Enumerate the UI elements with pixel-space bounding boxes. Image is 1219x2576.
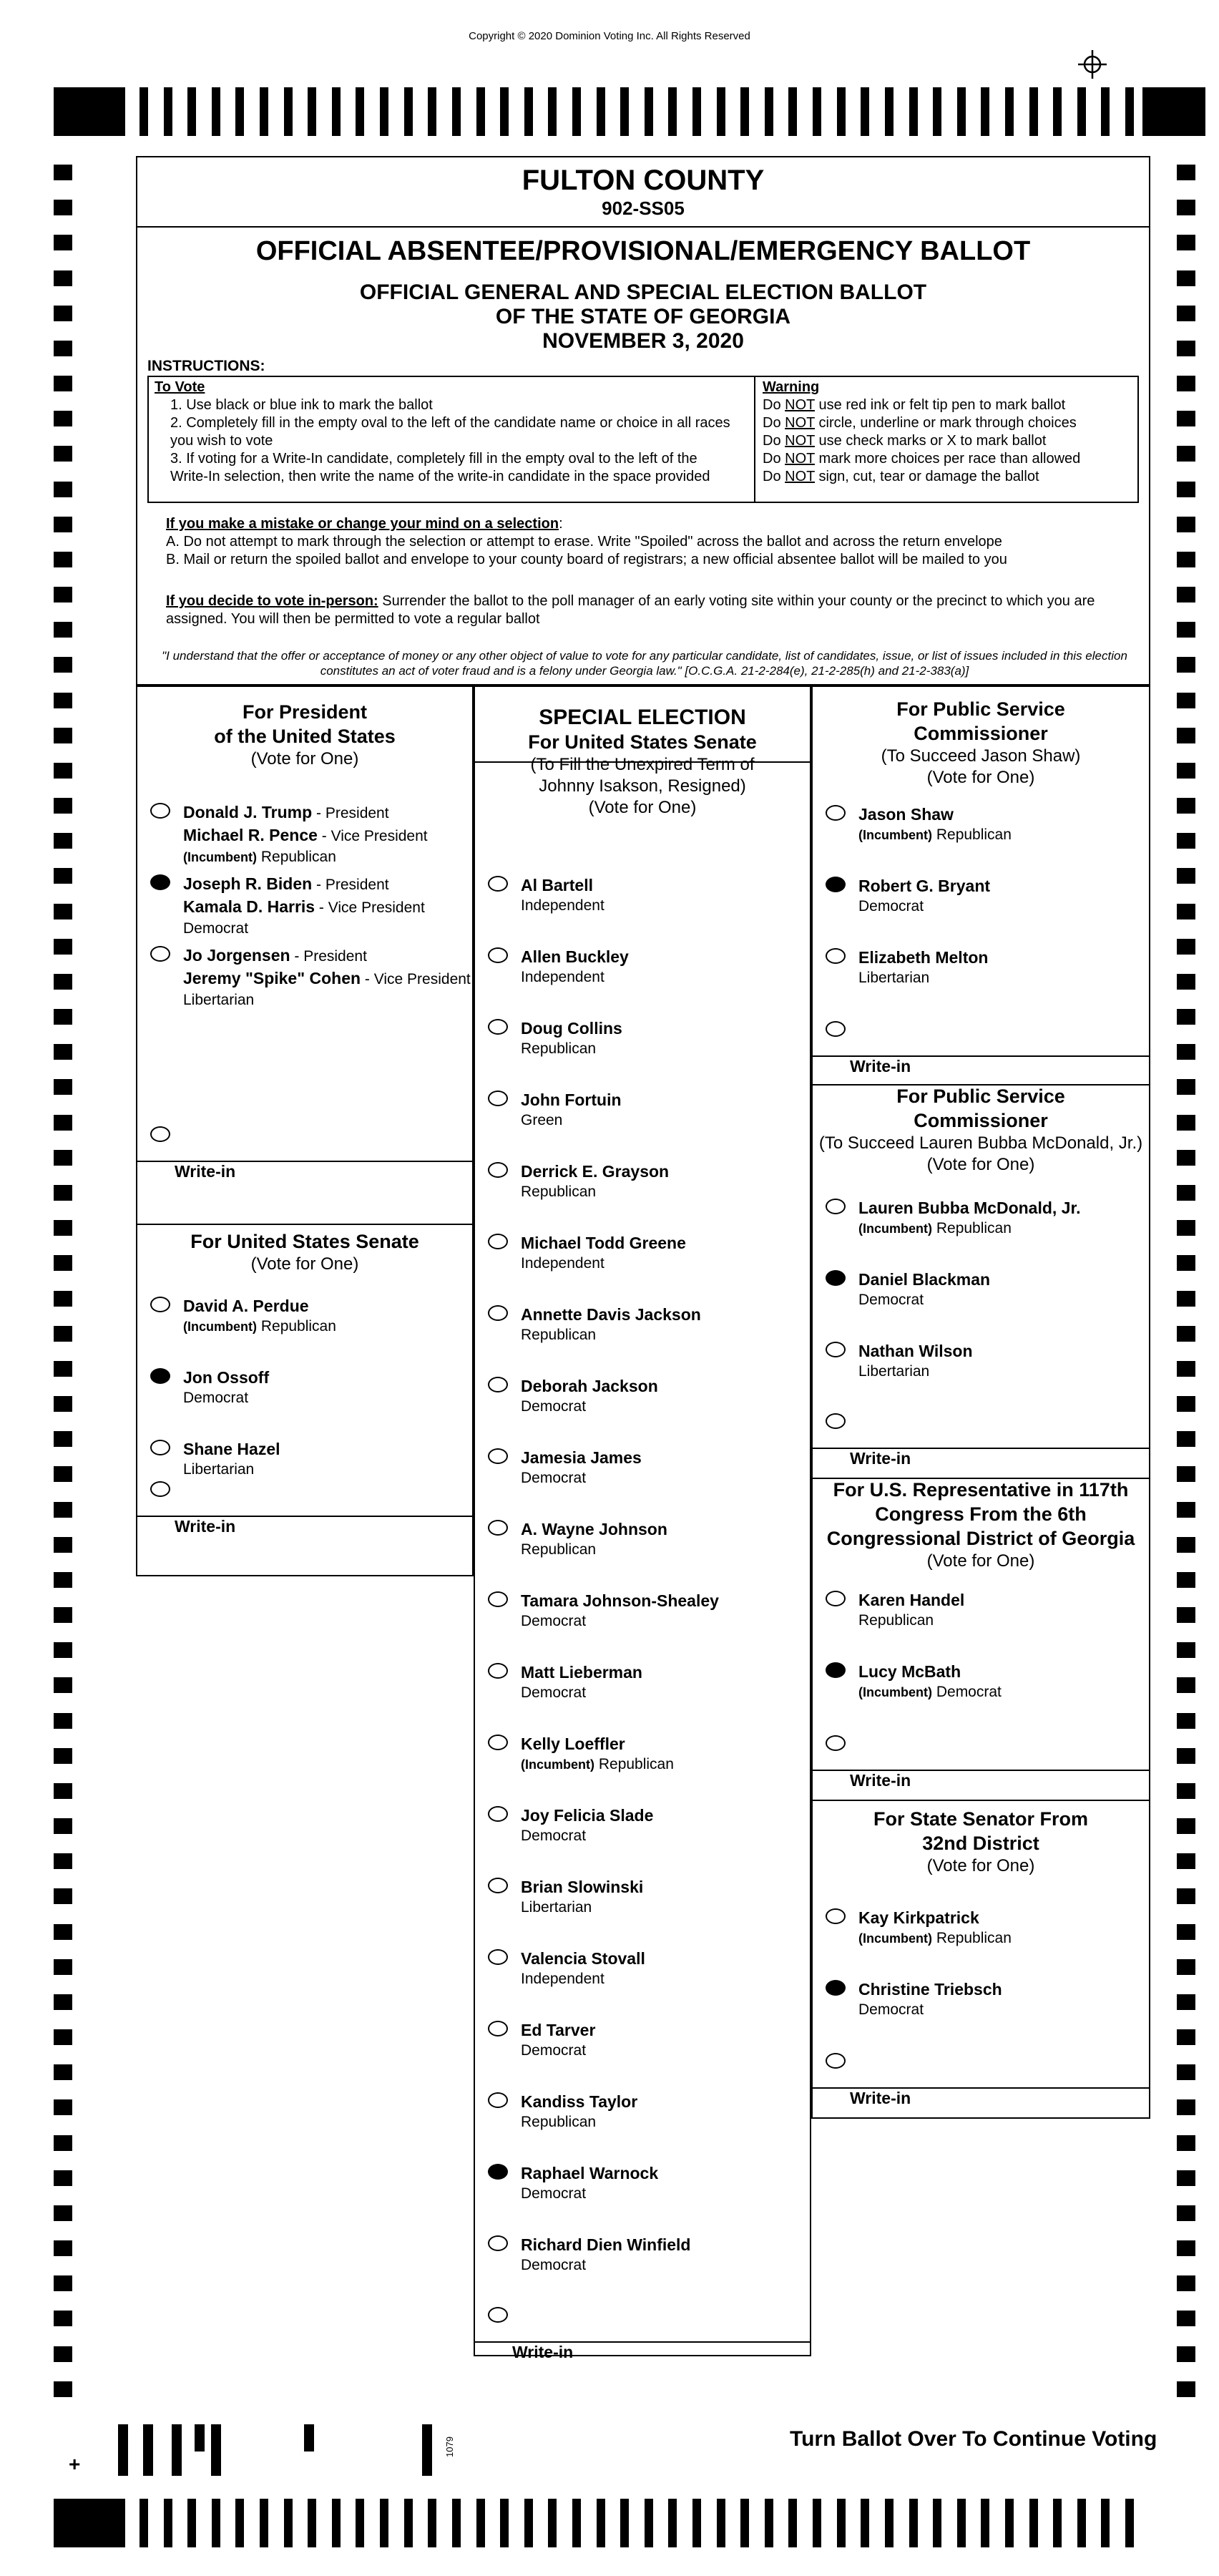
vote-for-label: (Vote for One) bbox=[250, 749, 359, 769]
candidate-info bbox=[521, 1161, 821, 1202]
candidate-name: Kelly Loeffler bbox=[521, 1735, 625, 1753]
candidate-name: Donald J. Trump bbox=[183, 803, 313, 821]
vote-oval[interactable] bbox=[488, 2092, 508, 2108]
election-title: OFFICIAL GENERAL AND SPECIAL ELECTION BALLOT OF THE STATE OF GEORGIA NOVEMBER 3, 2020 bbox=[137, 280, 1149, 353]
race-title: Commissioner bbox=[914, 1110, 1048, 1131]
candidate-party: Democrat bbox=[521, 2185, 587, 2202]
write-in-option[interactable] bbox=[488, 2306, 803, 2327]
candidate-name: Christine Triebsch bbox=[858, 1980, 1002, 1999]
candidate-party: Democrat bbox=[521, 1398, 587, 1415]
write-in-oval[interactable] bbox=[826, 1413, 846, 1429]
write-in-option[interactable] bbox=[150, 1125, 465, 1146]
race-header bbox=[137, 1229, 472, 1275]
candidate-info bbox=[521, 2234, 821, 2275]
vote-oval[interactable] bbox=[488, 1448, 508, 1464]
candidate-party: Democrat bbox=[521, 2257, 587, 2273]
write-in-label: Write-in bbox=[850, 1449, 911, 1468]
vote-oval[interactable] bbox=[488, 1591, 508, 1607]
candidate-name: Lucy McBath bbox=[858, 1662, 961, 1681]
candidate-name: Karen Handel bbox=[858, 1591, 965, 1609]
race-title: For United States Senate bbox=[528, 731, 757, 753]
vote-oval[interactable] bbox=[488, 1949, 508, 1965]
vote-oval[interactable] bbox=[488, 1663, 508, 1679]
candidate-party: Democrat bbox=[858, 1292, 924, 1308]
race-subtitle: (To Succeed Lauren Bubba McDonald, Jr.) bbox=[818, 1133, 1143, 1153]
race-title: For State Senator From bbox=[873, 1808, 1089, 1830]
vote-oval[interactable] bbox=[826, 1342, 846, 1357]
candidate-party: (Incumbent) Republican bbox=[858, 1930, 1012, 1946]
vote-for-label: (Vote for One) bbox=[926, 1155, 1035, 1174]
candidate-party: (Incumbent) Republican bbox=[183, 1318, 336, 1335]
write-in-label: Write-in bbox=[512, 2343, 574, 2361]
candidate-info bbox=[521, 2162, 821, 2204]
vote-oval[interactable] bbox=[488, 1735, 508, 1750]
race-header bbox=[813, 1478, 1149, 1572]
race-psc-mcdonald bbox=[813, 1084, 1149, 1478]
candidate-info bbox=[521, 1447, 821, 1488]
candidate-party: (Incumbent) Republican bbox=[858, 826, 1012, 843]
special-election-banner: SPECIAL ELECTION bbox=[539, 706, 746, 729]
write-in-label: Write-in bbox=[175, 1517, 236, 1536]
candidate-party: Democrat bbox=[858, 898, 924, 914]
candidate-info bbox=[183, 1438, 484, 1480]
candidate-name: Tamara Johnson-Shealey bbox=[521, 1591, 719, 1610]
write-in-label: Write-in bbox=[850, 2089, 911, 2107]
vote-oval[interactable] bbox=[488, 1162, 508, 1178]
candidate-party: (Incumbent) Republican bbox=[858, 1220, 1012, 1236]
candidate-name: Derrick E. Grayson bbox=[521, 1162, 670, 1181]
race-psc-shaw bbox=[813, 687, 1149, 1084]
candidate-party: Democrat bbox=[183, 920, 249, 937]
candidate-name: Jon Ossoff bbox=[183, 1368, 270, 1387]
ballot-serial: 1079 bbox=[444, 2436, 455, 2457]
banner-separator bbox=[475, 761, 810, 763]
warning-item: Do NOT circle, underline or mark through choices bbox=[763, 415, 1077, 431]
candidate-name: Jason Shaw bbox=[858, 805, 954, 824]
warning-instructions: Warning Do NOT use red ink or felt tip pen to mark ballot Do NOT circle, underline or mark through choices Do NOT use check marks or X to mark ballot Do NOT mark more choices per race than allowed Do NOT sign, cut, tear or damage the ballot bbox=[763, 379, 1135, 486]
vote-oval[interactable] bbox=[150, 1440, 170, 1455]
write-in-option[interactable] bbox=[826, 1020, 1140, 1041]
vote-oval[interactable] bbox=[488, 2021, 508, 2036]
vote-oval[interactable] bbox=[488, 1305, 508, 1321]
candidate-info bbox=[858, 875, 1159, 917]
candidate-party: (Incumbent) Republican bbox=[521, 1756, 674, 1772]
vote-for-label: (Vote for One) bbox=[250, 1254, 359, 1274]
candidate-name: Michael Todd Greene bbox=[521, 1234, 686, 1252]
candidate-info: Donald J. Trump - President Michael R. Pence - Vice President (Incumbent) Republican bbox=[183, 801, 484, 867]
vote-for-label: (Vote for One) bbox=[926, 1856, 1035, 1875]
candidate-name: Doug Collins bbox=[521, 1019, 622, 1038]
write-in-label: Write-in bbox=[850, 1771, 911, 1790]
vote-oval[interactable] bbox=[826, 877, 846, 892]
candidate-name: Lauren Bubba McDonald, Jr. bbox=[858, 1199, 1081, 1217]
race-us-senate bbox=[137, 1224, 472, 1576]
to-vote-instructions: To Vote 1. Use black or blue ink to mark the ballot 2. Completely fill in the empty oval to the left of the candidate name or choice in all races you wish to vote 3. If voting for a Write-In candidate, completely fill in the empty oval to the left of the Write-In selection, then write the name of the write-in candidate in the space provided bbox=[155, 379, 730, 484]
vote-oval[interactable] bbox=[488, 876, 508, 892]
candidate-info bbox=[521, 1518, 821, 1560]
warning-item: Do NOT mark more choices per race than allowed bbox=[763, 451, 1081, 467]
candidate-party: Libertarian bbox=[521, 1899, 592, 1916]
candidate-party: Democrat bbox=[183, 1390, 249, 1406]
candidate-party: Democrat bbox=[521, 1684, 587, 1701]
candidate-name: Ed Tarver bbox=[521, 2021, 596, 2039]
vote-oval[interactable] bbox=[488, 1091, 508, 1106]
plus-mark: + bbox=[69, 2453, 81, 2475]
vote-oval[interactable] bbox=[488, 947, 508, 963]
candidate-name: A. Wayne Johnson bbox=[521, 1520, 667, 1538]
candidate-party: Independent bbox=[521, 1255, 604, 1272]
candidate-info bbox=[521, 1662, 821, 1703]
candidate-info bbox=[183, 1367, 484, 1408]
vote-oval[interactable] bbox=[150, 874, 170, 890]
column-left bbox=[136, 686, 474, 1576]
candidate-party: Green bbox=[521, 1112, 563, 1128]
vote-oval[interactable] bbox=[826, 805, 846, 821]
candidate-info bbox=[858, 1589, 1159, 1631]
vote-oval[interactable] bbox=[826, 1980, 846, 1996]
timing-marks-left bbox=[54, 165, 72, 2397]
warning-item: Do NOT use red ink or felt tip pen to mark ballot bbox=[763, 397, 1066, 413]
timing-marks-top bbox=[54, 87, 1205, 136]
race-header bbox=[813, 1807, 1149, 1877]
candidate-info bbox=[858, 1661, 1159, 1702]
warning-item: Do NOT use check marks or X to mark ballot bbox=[763, 433, 1047, 449]
race-title: Commissioner bbox=[914, 723, 1048, 744]
candidate-name: Joseph R. Biden bbox=[183, 874, 313, 893]
ballot-header bbox=[136, 156, 1150, 686]
candidate-info bbox=[858, 1269, 1159, 1310]
timing-marks-right bbox=[1177, 165, 1195, 2397]
vote-oval[interactable] bbox=[826, 1662, 846, 1678]
candidate-party: Republican bbox=[521, 1040, 597, 1057]
race-title: Congress From the 6th bbox=[875, 1503, 1087, 1525]
race-header bbox=[137, 700, 472, 770]
vote-oval[interactable] bbox=[488, 1019, 508, 1035]
candidate-party: Democrat bbox=[521, 1470, 587, 1486]
candidate-info bbox=[521, 874, 821, 916]
instructions-box bbox=[147, 376, 1139, 503]
write-in-oval[interactable] bbox=[150, 1481, 170, 1497]
candidate-party: Libertarian bbox=[858, 1363, 930, 1380]
county-name: FULTON COUNTY bbox=[522, 165, 765, 196]
candidate-name: Joy Felicia Slade bbox=[521, 1806, 654, 1825]
vote-oval[interactable] bbox=[488, 2235, 508, 2251]
write-in-option[interactable] bbox=[826, 2051, 1140, 2073]
race-header bbox=[813, 1084, 1149, 1176]
vote-for-label: (Vote for One) bbox=[926, 768, 1035, 787]
candidate-info bbox=[521, 1304, 821, 1345]
mistake-instructions: If you make a mistake or change your mind on a selection: A. Do not attempt to mark through the selection or attempt to erase. Write "Spoiled" across the ballot and across the return envelope B. Mail or return the spoiled ballot and envelope to your county board of registrars; a new official absentee ballot will be mailed to you bbox=[166, 516, 1007, 567]
candidate-info bbox=[858, 947, 1159, 988]
race-title: 32nd District bbox=[922, 1833, 1039, 1854]
write-in-oval[interactable] bbox=[826, 1021, 846, 1037]
candidate-party: Democrat bbox=[521, 2042, 587, 2059]
candidate-info bbox=[521, 1232, 821, 1274]
turn-over-note: Turn Ballot Over To Continue Voting bbox=[790, 2427, 1157, 2451]
candidate-info bbox=[183, 1295, 484, 1337]
vote-oval[interactable] bbox=[826, 1591, 846, 1606]
write-in-oval[interactable] bbox=[826, 2053, 846, 2069]
candidate-party: Democrat bbox=[521, 1828, 587, 1844]
candidate-party: Republican bbox=[521, 1184, 597, 1200]
vote-oval[interactable] bbox=[488, 1520, 508, 1536]
race-title: For President bbox=[242, 701, 368, 723]
candidate-info bbox=[521, 946, 821, 987]
candidate-name: Nathan Wilson bbox=[858, 1342, 973, 1360]
candidate-name: Deborah Jackson bbox=[521, 1377, 658, 1395]
candidate-info bbox=[858, 804, 1159, 845]
candidate-name: Al Bartell bbox=[521, 876, 593, 894]
vote-oval[interactable] bbox=[488, 1234, 508, 1249]
race-title: For Public Service bbox=[896, 1085, 1065, 1107]
candidate-party: Republican bbox=[521, 2114, 597, 2130]
candidate-name: Daniel Blackman bbox=[858, 1270, 991, 1289]
candidate-party: Democrat bbox=[521, 1613, 587, 1629]
candidate-name: David A. Perdue bbox=[183, 1297, 309, 1315]
running-mate-name: Jeremy "Spike" Cohen bbox=[183, 969, 361, 987]
candidate-info bbox=[521, 1948, 821, 1989]
vote-oval[interactable] bbox=[150, 946, 170, 962]
candidate-info bbox=[521, 1375, 821, 1417]
candidate-name: Annette Davis Jackson bbox=[521, 1305, 701, 1324]
column-right bbox=[811, 686, 1150, 2119]
election-date: NOVEMBER 3, 2020 bbox=[542, 329, 744, 353]
vote-for-label: (Vote for One) bbox=[926, 1551, 1035, 1571]
candidate-info bbox=[521, 1733, 821, 1775]
write-in-option[interactable] bbox=[150, 1480, 465, 1501]
race-header bbox=[813, 697, 1149, 789]
race-subtitle: (To Succeed Jason Shaw) bbox=[881, 746, 1081, 766]
race-title: of the United States bbox=[214, 726, 396, 747]
timing-marks-bottom bbox=[54, 2499, 1205, 2547]
race-title: Congressional District of Georgia bbox=[826, 1528, 1135, 1549]
fraud-statement: "I understand that the offer or acceptance of money or any other object of value to vote for any particular candidate, list of candidates, issue, or list of issues included in this election constitutes an act of voter fraud and is a felony under Georgia law." [O.C.G.A. 21-2-284(e), 21-2-285(h) and 21-2-383(a)] bbox=[162, 649, 1127, 678]
candidate-info bbox=[521, 1805, 821, 1846]
candidate-name: John Fortuin bbox=[521, 1091, 622, 1109]
column-middle bbox=[474, 686, 811, 2361]
write-in-oval[interactable] bbox=[826, 1735, 846, 1751]
write-in-label: Write-in bbox=[175, 1162, 236, 1181]
candidate-name: Jamesia James bbox=[521, 1448, 642, 1467]
candidate-name: Valencia Stovall bbox=[521, 1949, 645, 1968]
candidate-party: Libertarian bbox=[183, 992, 255, 1008]
candidate-name: Allen Buckley bbox=[521, 947, 629, 966]
race-title: For U.S. Representative in 117th bbox=[833, 1479, 1129, 1501]
write-in-label: Write-in bbox=[850, 1057, 911, 1075]
write-in-oval[interactable] bbox=[150, 1126, 170, 1142]
candidate-info bbox=[858, 1979, 1159, 2020]
candidate-party: (Incumbent) Republican bbox=[183, 849, 336, 865]
vote-oval[interactable] bbox=[150, 803, 170, 819]
ballot-type-title: OFFICIAL ABSENTEE/PROVISIONAL/EMERGENCY BALLOT bbox=[255, 236, 1031, 266]
vote-oval[interactable] bbox=[826, 1199, 846, 1214]
candidate-info bbox=[521, 1590, 821, 1631]
write-in-oval[interactable] bbox=[488, 2307, 508, 2323]
warning-item: Do NOT sign, cut, tear or damage the ballot bbox=[763, 469, 1039, 484]
candidate-party: Libertarian bbox=[858, 970, 930, 986]
race-special-senate bbox=[475, 687, 810, 2361]
candidate-info bbox=[521, 1089, 821, 1131]
vote-oval[interactable] bbox=[488, 1878, 508, 1893]
candidate-name: Kandiss Taylor bbox=[521, 2092, 638, 2111]
write-in-option[interactable] bbox=[826, 1412, 1140, 1433]
candidate-name: Richard Dien Winfield bbox=[521, 2235, 691, 2254]
candidate-name: Elizabeth Melton bbox=[858, 948, 989, 967]
vote-for-label: (Vote for One) bbox=[588, 798, 697, 817]
candidate-info bbox=[521, 2091, 821, 2132]
race-title: For United States Senate bbox=[190, 1231, 419, 1252]
running-mate-name: Michael R. Pence bbox=[183, 826, 318, 844]
candidate-party: Independent bbox=[521, 969, 604, 985]
in-person-instructions: If you decide to vote in-person: Surrender the ballot to the poll manager of an early voting site within your county or the precinct to which you are assigned. You will then be permitted to vote a regular ballot bbox=[166, 593, 1095, 627]
candidate-info bbox=[858, 1907, 1159, 1948]
vote-oval[interactable] bbox=[826, 1270, 846, 1286]
candidate-name: Matt Lieberman bbox=[521, 1663, 642, 1682]
candidate-name: Raphael Warnock bbox=[521, 2164, 659, 2182]
candidate-party: Republican bbox=[521, 1327, 597, 1343]
vote-oval[interactable] bbox=[150, 1297, 170, 1312]
vote-oval[interactable] bbox=[826, 1908, 846, 1924]
candidate-party: Independent bbox=[521, 897, 604, 914]
candidate-party: (Incumbent) Democrat bbox=[858, 1684, 1002, 1700]
race-subtitle: (To Fill the Unexpired Term of bbox=[530, 755, 755, 774]
candidate-party: Libertarian bbox=[183, 1461, 255, 1478]
candidate-party: Democrat bbox=[858, 2001, 924, 2018]
candidate-info: Joseph R. Biden - President Kamala D. Harris - Vice President Democrat bbox=[183, 873, 484, 939]
candidate-info: Jo Jorgensen - President Jeremy "Spike" Cohen - Vice President Libertarian bbox=[183, 945, 484, 1010]
race-title: For Public Service bbox=[896, 698, 1065, 720]
vote-oval[interactable] bbox=[488, 1806, 508, 1822]
candidate-name: Robert G. Bryant bbox=[858, 877, 991, 895]
candidate-info bbox=[858, 1340, 1159, 1382]
copyright-notice: Copyright © 2020 Dominion Voting Inc. All Rights Reserved bbox=[469, 30, 750, 42]
candidate-info bbox=[521, 1018, 821, 1059]
candidate-info bbox=[858, 1197, 1159, 1239]
crosshair-icon bbox=[1077, 49, 1108, 80]
candidate-party: Republican bbox=[521, 1541, 597, 1558]
race-president bbox=[137, 687, 472, 1224]
candidate-info bbox=[521, 1876, 821, 1918]
race-congress bbox=[813, 1478, 1149, 1800]
instructions-label: INSTRUCTIONS: bbox=[147, 358, 265, 374]
candidate-name: Brian Slowinski bbox=[521, 1878, 644, 1896]
vote-oval[interactable] bbox=[826, 948, 846, 964]
running-mate-name: Kamala D. Harris bbox=[183, 897, 315, 916]
race-subtitle: Johnny Isakson, Resigned) bbox=[539, 776, 746, 796]
candidate-party: Independent bbox=[521, 1971, 604, 1987]
candidate-name: Jo Jorgensen bbox=[183, 946, 290, 965]
candidate-name: Shane Hazel bbox=[183, 1440, 280, 1458]
write-in-option[interactable] bbox=[826, 1734, 1140, 1755]
ballot-style-code: 902-SS05 bbox=[602, 197, 685, 219]
race-state-senate bbox=[813, 1800, 1149, 2118]
vote-oval[interactable] bbox=[488, 1377, 508, 1392]
vote-oval[interactable] bbox=[488, 2164, 508, 2180]
candidate-party: Republican bbox=[858, 1612, 934, 1629]
candidate-info bbox=[521, 2019, 821, 2061]
candidate-name: Kay Kirkpatrick bbox=[858, 1908, 979, 1927]
vote-oval[interactable] bbox=[150, 1368, 170, 1384]
